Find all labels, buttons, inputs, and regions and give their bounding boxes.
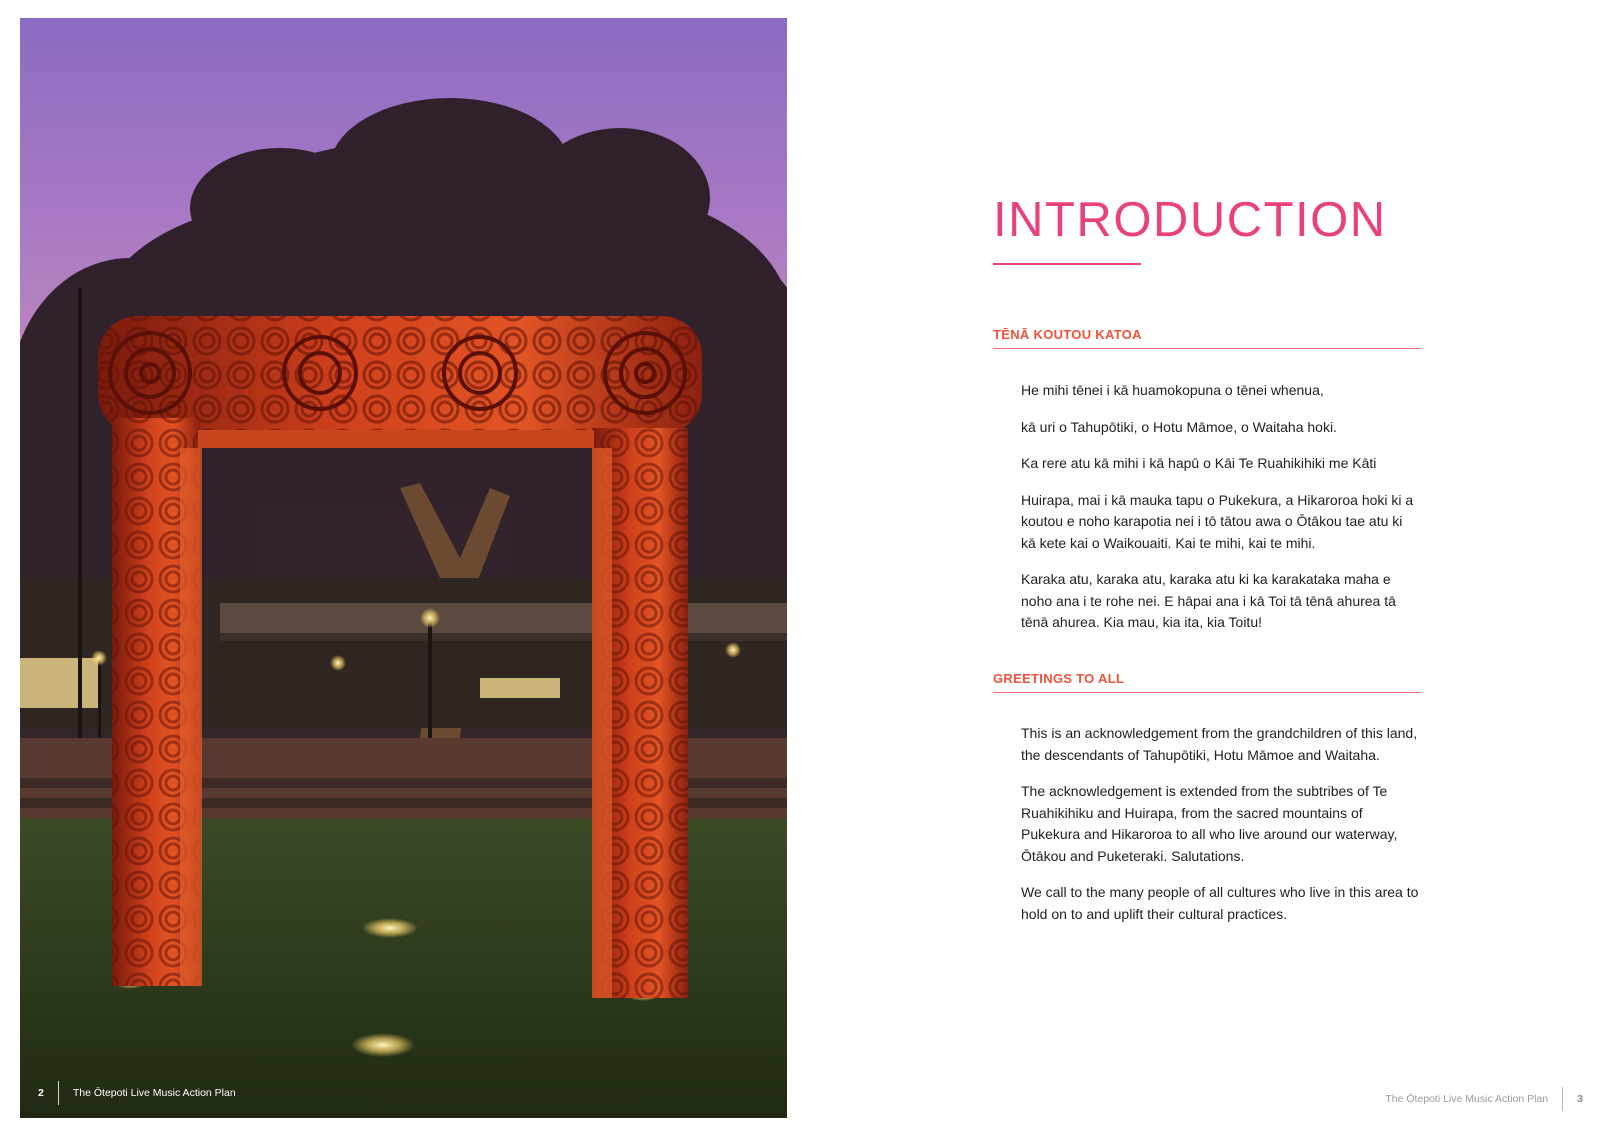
section-heading-greetings: GREETINGS TO ALL bbox=[993, 671, 1421, 693]
footer-divider bbox=[58, 1081, 59, 1105]
section-heading-tena-koutou: TĒNĀ KOUTOU KATOA bbox=[993, 327, 1421, 349]
paragraph: The acknowledgement is extended from the subtribes of Te Ruahikihiku and Huirapa, from the sacred mountains of Pukekura and Hikaroroa to all who live around our waterway, Ōtākou and Puketeraki. Salutations. bbox=[1021, 783, 1398, 864]
title-underline bbox=[993, 263, 1141, 265]
paragraph: Karaka atu, karaka atu, karaka atu ki ka karakataka maha e noho ana i te rohe nei. E hāpai ana i kā Toi tā tēnā ahurea tā tēnā ahurea. Kia mau, kia ita, kia Toitu! bbox=[1021, 571, 1396, 630]
section-body-tena-koutou bbox=[1021, 380, 1421, 649]
section-body-greetings bbox=[1021, 723, 1421, 940]
left-page-footer bbox=[38, 1080, 236, 1106]
right-page-footer bbox=[1385, 1087, 1583, 1111]
carved-gateway-photo bbox=[20, 18, 787, 1118]
right-footer-title: The Ōtepoti Live Music Action Plan bbox=[1385, 1093, 1549, 1105]
footer-divider bbox=[1562, 1087, 1563, 1111]
left-page-number: 2 bbox=[38, 1087, 44, 1099]
paragraph: This is an acknowledgement from the grandchildren of this land, the descendants of Tahupōtiki, Hotu Māmoe and Waitaha. bbox=[1021, 725, 1418, 763]
left-footer-title: The Ōtepoti Live Music Action Plan bbox=[72, 1087, 236, 1099]
page-title: INTRODUCTION bbox=[993, 193, 1387, 247]
paragraph: We call to the many people of all cultures who live in this area to hold on to and uplift their cultural practices. bbox=[1021, 884, 1419, 922]
paragraph: He mihi tēnei i kā huamokopuna o tēnei whenua, bbox=[1021, 382, 1324, 398]
photo-illustration bbox=[20, 18, 787, 1118]
right-page-number: 3 bbox=[1577, 1093, 1583, 1105]
paragraph: kā uri o Tahupōtiki, o Hotu Māmoe, o Waitaha hoki. bbox=[1021, 418, 1337, 435]
paragraph: Huirapa, mai i kā mauka tapu o Pukekura, a Hikaroroa hoki ki a koutou e noho karapotia nei i tō tātou awa o Ōtākou tae atu ki kā kete kai o Waikouaiti. Kai te mihi, kai te mihi. bbox=[1021, 491, 1414, 551]
paragraph: Ka rere atu kā mihi i kā hapū o Kāi Te Ruahikihiki me Kāti bbox=[1021, 455, 1377, 471]
